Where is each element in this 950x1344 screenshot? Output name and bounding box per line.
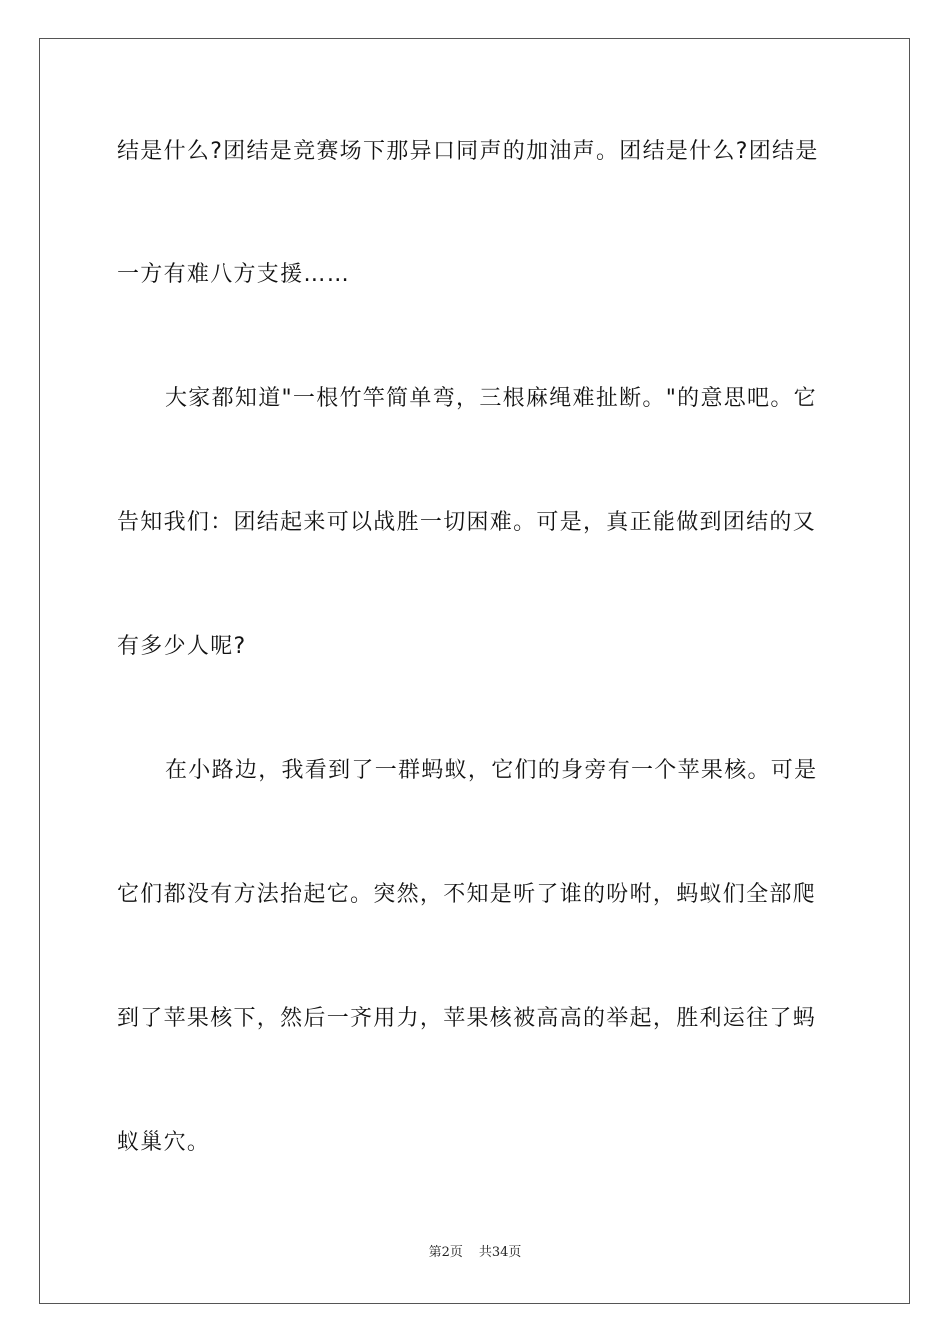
page-number: 第2页: [428, 1245, 463, 1260]
body-text-line: 有多少人呢?: [117, 634, 247, 659]
body-text-line: 它们都没有方法抬起它。突然，不知是听了谁的吩咐，蚂蚁们全部爬: [117, 882, 817, 907]
paragraph-start-line: 大家都知道"一根竹竿简单弯，三根麻绳难扯断。"的意思吧。它: [165, 386, 817, 411]
body-text-line: 告知我们：团结起来可以战胜一切困难。可是，真正能做到团结的又: [117, 510, 817, 535]
page-footer: [0, 1244, 950, 1262]
body-text-line: 蚁巢穴。: [117, 1130, 211, 1155]
body-text-line: 一方有难八方支援……: [117, 262, 351, 287]
page-total: 共34页: [478, 1245, 522, 1260]
paragraph-start-line: 在小路边，我看到了一群蚂蚁，它们的身旁有一个苹果核。可是: [165, 758, 818, 783]
body-text-line: 结是什么?团结是竞赛场下那异口同声的加油声。团结是什么?团结是: [117, 139, 819, 164]
body-text-line: 到了苹果核下，然后一齐用力，苹果核被高高的举起，胜利运往了蚂: [117, 1006, 817, 1031]
page-border: [39, 38, 910, 1304]
